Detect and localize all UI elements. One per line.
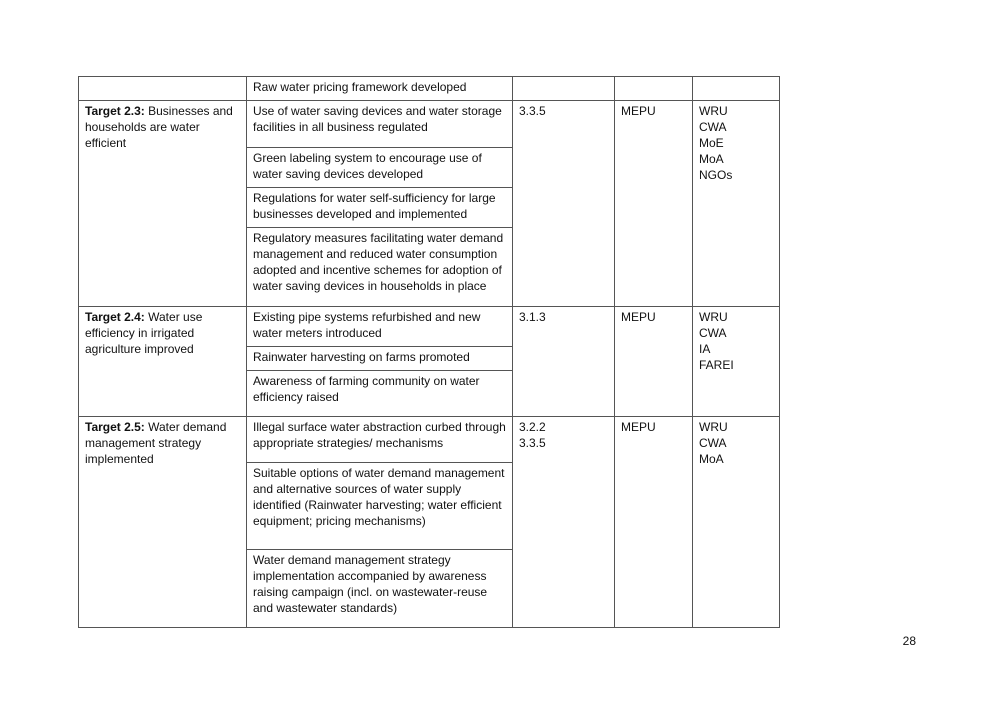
lead-cell: MEPU [615, 417, 693, 628]
output-cell: Use of water saving devices and water storage facilities in all business regulated [247, 101, 513, 148]
target-cell [79, 77, 247, 101]
output-cell: Regulations for water self-sufficiency for large businesses developed and implemented [247, 188, 513, 228]
output-cell: Green labeling system to encourage use of water saving devices developed [247, 148, 513, 188]
output-cell: Water demand management strategy implementation accompanied by awareness raising campaign (incl. on wastewater-reuse and wastewater standards) [247, 550, 513, 628]
target-cell [79, 307, 247, 417]
target-label: Target 2.3: [85, 104, 145, 118]
table-row [79, 77, 780, 101]
output-cell: Rainwater harvesting on farms promoted [247, 347, 513, 371]
target-label: Target 2.4: [85, 310, 145, 324]
code-cell: 3.2.2 3.3.5 [513, 417, 615, 628]
target-text: Water demand management strategy implemented [85, 420, 227, 466]
output-cell: Suitable options of water demand management and alternative sources of water supply identified (Rainwater harvesting; water efficient equipment; pricing mechanisms) [247, 463, 513, 550]
code-cell: 3.3.5 [513, 101, 615, 307]
partners-cell: WRU CWA MoE MoA NGOs [693, 101, 780, 307]
action-plan-table [78, 76, 780, 628]
table-row [79, 101, 780, 148]
output-cell: Illegal surface water abstraction curbed through appropriate strategies/ mechanisms [247, 417, 513, 463]
target-cell [79, 417, 247, 628]
lead-cell [615, 77, 693, 101]
output-cell: Regulatory measures facilitating water demand management and reduced water consumption adopted and incentive schemes for adoption of water saving devices in households in place [247, 228, 513, 307]
code-cell: 3.1.3 [513, 307, 615, 417]
lead-cell: MEPU [615, 307, 693, 417]
output-cell: Awareness of farming community on water efficiency raised [247, 371, 513, 417]
table-row [79, 307, 780, 347]
partners-cell: WRU CWA MoA [693, 417, 780, 628]
lead-cell: MEPU [615, 101, 693, 307]
target-text: Businesses and households are water efficient [85, 104, 233, 150]
target-cell [79, 101, 247, 307]
target-label: Target 2.5: [85, 420, 145, 434]
partners-cell [693, 77, 780, 101]
target-text: Water use efficiency in irrigated agriculture improved [85, 310, 203, 356]
partners-cell: WRU CWA IA FAREI [693, 307, 780, 417]
code-cell [513, 77, 615, 101]
page-number: 28 [902, 634, 916, 648]
output-cell: Raw water pricing framework developed [247, 77, 513, 101]
output-cell: Existing pipe systems refurbished and new water meters introduced [247, 307, 513, 347]
table-row [79, 417, 780, 463]
